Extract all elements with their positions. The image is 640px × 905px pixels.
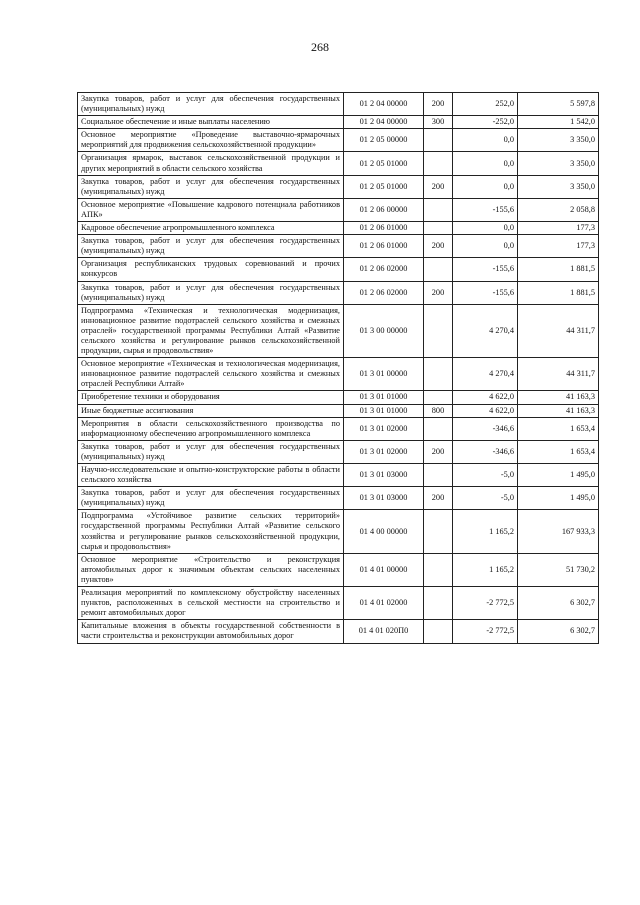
row-change-cell: 1 165,2 (453, 553, 518, 586)
row-total-cell: 3 350,0 (518, 175, 599, 198)
row-expense-type-cell (424, 358, 453, 391)
row-name-cell: Мероприятия в области сельскохозяйственного производства по информационному обеспечению агропромышленного комплекса (78, 417, 344, 440)
row-change-cell: -2 772,5 (453, 587, 518, 620)
table-row (78, 417, 599, 440)
row-name-cell: Организация республиканских трудовых соревнований и прочих конкурсов (78, 258, 344, 281)
row-change-cell: -155,6 (453, 281, 518, 304)
row-expense-type-cell (424, 553, 453, 586)
table-row (78, 258, 599, 281)
row-name-cell: Закупка товаров, работ и услуг для обеспечения государственных (муниципальных) нужд (78, 235, 344, 258)
row-total-cell: 44 311,7 (518, 358, 599, 391)
row-total-cell: 3 350,0 (518, 152, 599, 175)
row-code-cell: 01 3 01 00000 (344, 358, 424, 391)
row-expense-type-cell (424, 129, 453, 152)
row-total-cell: 1 495,0 (518, 487, 599, 510)
row-total-cell: 1 495,0 (518, 464, 599, 487)
row-expense-type-cell (424, 198, 453, 221)
table-row (78, 510, 599, 553)
row-code-cell: 01 2 06 02000 (344, 258, 424, 281)
table-row (78, 281, 599, 304)
row-expense-type-cell (424, 222, 453, 235)
row-expense-type-cell (424, 620, 453, 643)
table-row (78, 235, 599, 258)
row-expense-type-cell (424, 152, 453, 175)
row-total-cell: 44 311,7 (518, 304, 599, 357)
row-code-cell: 01 3 01 02000 (344, 417, 424, 440)
row-change-cell: -346,6 (453, 417, 518, 440)
row-total-cell: 1 653,4 (518, 417, 599, 440)
row-expense-type-cell: 200 (424, 487, 453, 510)
row-change-cell: -155,6 (453, 258, 518, 281)
row-name-cell: Основное мероприятие «Техническая и технологическая модернизация, инновационное развитие подотраслей сельского хозяйства и смежных отраслей Республики Алтай» (78, 358, 344, 391)
table-row (78, 129, 599, 152)
row-name-cell: Подпрограмма «Устойчивое развитие сельских территорий» государственной программы Республики Алтай «Развитие сельского хозяйства и регулирование рынков сельскохозяйственной продукции, сырья и продовольствия» (78, 510, 344, 553)
table-row (78, 152, 599, 175)
row-change-cell: -155,6 (453, 198, 518, 221)
row-code-cell: 01 3 01 01000 (344, 391, 424, 404)
row-expense-type-cell: 800 (424, 404, 453, 417)
row-expense-type-cell: 200 (424, 235, 453, 258)
row-name-cell: Основное мероприятие «Строительство и реконструкция автомобильных дорог к значимым объектам сельских населенных пунктов» (78, 553, 344, 586)
row-total-cell: 177,3 (518, 235, 599, 258)
row-name-cell: Основное мероприятие «Проведение выставочно-ярмарочных мероприятий для продвижения сельскохозяйственной продукции» (78, 129, 344, 152)
row-expense-type-cell (424, 587, 453, 620)
row-code-cell: 01 3 01 01000 (344, 404, 424, 417)
row-name-cell: Реализация мероприятий по комплексному обустройству населенных пунктов, расположенных в сельской местности на строительство и ремонт автомобильных дорог (78, 587, 344, 620)
row-change-cell: 4 270,4 (453, 304, 518, 357)
row-total-cell: 5 597,8 (518, 93, 599, 116)
table-row (78, 358, 599, 391)
row-code-cell: 01 4 01 00000 (344, 553, 424, 586)
row-change-cell: 0,0 (453, 152, 518, 175)
row-change-cell: 1 165,2 (453, 510, 518, 553)
table-row (78, 487, 599, 510)
row-change-cell: 4 270,4 (453, 358, 518, 391)
row-expense-type-cell: 200 (424, 440, 453, 463)
row-expense-type-cell (424, 417, 453, 440)
row-code-cell: 01 3 01 02000 (344, 440, 424, 463)
table-row (78, 116, 599, 129)
table-body (78, 93, 599, 644)
row-expense-type-cell (424, 304, 453, 357)
row-name-cell: Закупка товаров, работ и услуг для обеспечения государственных (муниципальных) нужд (78, 281, 344, 304)
row-expense-type-cell (424, 258, 453, 281)
row-name-cell: Закупка товаров, работ и услуг для обеспечения государственных (муниципальных) нужд (78, 487, 344, 510)
row-total-cell: 6 302,7 (518, 587, 599, 620)
row-name-cell: Основное мероприятие «Повышение кадрового потенциала работников АПК» (78, 198, 344, 221)
row-change-cell: 252,0 (453, 93, 518, 116)
row-code-cell: 01 2 05 01000 (344, 152, 424, 175)
table-row (78, 404, 599, 417)
row-change-cell: -5,0 (453, 464, 518, 487)
row-code-cell: 01 3 01 03000 (344, 464, 424, 487)
row-code-cell: 01 2 06 02000 (344, 281, 424, 304)
row-change-cell: 0,0 (453, 235, 518, 258)
row-expense-type-cell: 200 (424, 281, 453, 304)
row-total-cell: 51 730,2 (518, 553, 599, 586)
row-code-cell: 01 4 01 02000 (344, 587, 424, 620)
row-code-cell: 01 2 06 00000 (344, 198, 424, 221)
row-total-cell: 1 881,5 (518, 258, 599, 281)
row-expense-type-cell (424, 464, 453, 487)
row-total-cell: 41 163,3 (518, 404, 599, 417)
row-code-cell: 01 3 01 03000 (344, 487, 424, 510)
row-total-cell: 41 163,3 (518, 391, 599, 404)
row-name-cell: Приобретение техники и оборудования (78, 391, 344, 404)
table-row (78, 175, 599, 198)
row-code-cell: 01 4 00 00000 (344, 510, 424, 553)
row-change-cell: 4 622,0 (453, 391, 518, 404)
table-row (78, 93, 599, 116)
row-total-cell: 6 302,7 (518, 620, 599, 643)
row-change-cell: 4 622,0 (453, 404, 518, 417)
row-change-cell: -252,0 (453, 116, 518, 129)
row-total-cell: 1 542,0 (518, 116, 599, 129)
row-code-cell: 01 2 04 00000 (344, 93, 424, 116)
row-name-cell: Научно-исследовательские и опытно-конструкторские работы в области сельского хозяйства (78, 464, 344, 487)
row-name-cell: Кадровое обеспечение агропромышленного комплекса (78, 222, 344, 235)
row-change-cell: 0,0 (453, 129, 518, 152)
row-expense-type-cell: 300 (424, 116, 453, 129)
row-name-cell: Организация ярмарок, выставок сельскохозяйственной продукции и других мероприятий в области сельского хозяйства (78, 152, 344, 175)
table-row (78, 587, 599, 620)
row-code-cell: 01 3 00 00000 (344, 304, 424, 357)
row-code-cell: 01 2 06 01000 (344, 235, 424, 258)
row-total-cell: 177,3 (518, 222, 599, 235)
row-name-cell: Иные бюджетные ассигнования (78, 404, 344, 417)
row-total-cell: 1 653,4 (518, 440, 599, 463)
row-total-cell: 3 350,0 (518, 129, 599, 152)
row-name-cell: Закупка товаров, работ и услуг для обеспечения государственных (муниципальных) нужд (78, 175, 344, 198)
budget-table (77, 92, 599, 644)
row-code-cell: 01 2 06 01000 (344, 222, 424, 235)
row-expense-type-cell: 200 (424, 175, 453, 198)
row-change-cell: -346,6 (453, 440, 518, 463)
row-code-cell: 01 2 05 00000 (344, 129, 424, 152)
table-row (78, 304, 599, 357)
row-change-cell: 0,0 (453, 222, 518, 235)
table-row (78, 553, 599, 586)
row-name-cell: Закупка товаров, работ и услуг для обеспечения государственных (муниципальных) нужд (78, 440, 344, 463)
row-change-cell: -2 772,5 (453, 620, 518, 643)
row-expense-type-cell: 200 (424, 93, 453, 116)
table-row (78, 440, 599, 463)
row-change-cell: 0,0 (453, 175, 518, 198)
row-expense-type-cell (424, 510, 453, 553)
table-row (78, 198, 599, 221)
row-name-cell: Закупка товаров, работ и услуг для обеспечения государственных (муниципальных) нужд (78, 93, 344, 116)
row-code-cell: 01 2 05 01000 (344, 175, 424, 198)
row-expense-type-cell (424, 391, 453, 404)
row-name-cell: Социальное обеспечение и иные выплаты населению (78, 116, 344, 129)
row-change-cell: -5,0 (453, 487, 518, 510)
page-number: 268 (311, 40, 329, 54)
row-name-cell: Подпрограмма «Техническая и технологическая модернизация, инновационное развитие подотраслей сельского хозяйства и смежных отраслей» государственной программы Республики Алтай «Развитие сельского хозяйства и регулирование рынков сельскохозяйственной продукции, сырья и продовольствия» (78, 304, 344, 357)
row-total-cell: 167 933,3 (518, 510, 599, 553)
table-row (78, 620, 599, 643)
table-row (78, 464, 599, 487)
table-row (78, 391, 599, 404)
row-total-cell: 2 058,8 (518, 198, 599, 221)
table-row (78, 222, 599, 235)
row-total-cell: 1 881,5 (518, 281, 599, 304)
row-name-cell: Капитальные вложения в объекты государственной собственности в части строительства и реконструкции автомобильных дорог (78, 620, 344, 643)
row-code-cell: 01 4 01 020П0 (344, 620, 424, 643)
row-code-cell: 01 2 04 00000 (344, 116, 424, 129)
